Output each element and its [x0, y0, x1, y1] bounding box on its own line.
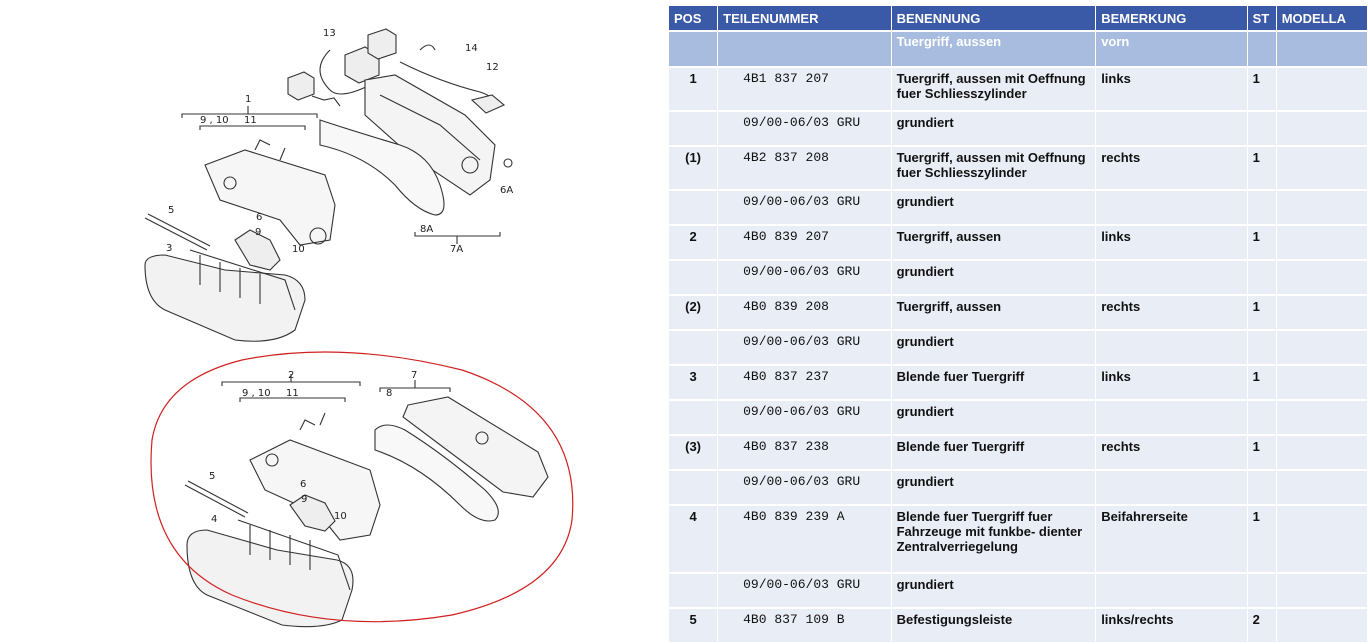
table-row[interactable]	[669, 261, 1367, 294]
cell-pos: (2)	[669, 296, 717, 329]
table-row[interactable]	[669, 366, 1367, 399]
cell-teilenummer: 09/00-06/03 GRU	[718, 401, 890, 434]
cell-pos	[669, 471, 717, 504]
parts-table	[668, 4, 1368, 644]
callout-11-lower: 11	[286, 388, 299, 399]
table-row[interactable]	[669, 471, 1367, 504]
cell-teilenummer: 4B1 837 207	[718, 68, 890, 110]
cell-st: 1	[1248, 147, 1276, 189]
cell-pos: (3)	[669, 436, 717, 469]
cell-modellangaben	[1277, 436, 1367, 469]
cell-st: 1	[1248, 506, 1276, 572]
cell-benennung: Tuergriff, aussen	[892, 226, 1096, 259]
cell-teilenummer: 4B0 839 208	[718, 296, 890, 329]
callout-9-lower: 9	[301, 494, 308, 505]
cell-modellangaben	[1277, 506, 1367, 572]
cell-benennung: Tuergriff, aussen	[892, 296, 1096, 329]
table-row[interactable]	[669, 574, 1367, 607]
exploded-parts-diagram	[0, 0, 668, 640]
callout-11-upper: 11	[244, 115, 257, 126]
header-pos[interactable]: POS	[669, 6, 717, 30]
header-st[interactable]: ST	[1248, 6, 1276, 30]
cell-benennung: grundiert	[892, 261, 1096, 294]
callout-12: 12	[486, 62, 499, 73]
cell-bemerkung: Beifahrerseite	[1096, 506, 1246, 572]
callout-3: 3	[166, 243, 173, 254]
cell-modellangaben	[1277, 261, 1367, 294]
cell-benennung: Blende fuer Tuergriff	[892, 436, 1096, 469]
cell-modellangaben	[1277, 471, 1367, 504]
cell-benennung: Tuergriff, aussen mit Oeffnung fuer Schliesszylinder	[892, 68, 1096, 110]
table-header-row	[669, 6, 1367, 30]
cell-modellangaben	[1277, 112, 1367, 145]
cell-benennung: grundiert	[892, 471, 1096, 504]
cell-pos	[669, 331, 717, 364]
callout-4: 4	[211, 514, 218, 525]
cell-modellangaben	[1277, 191, 1367, 224]
cell-st	[1248, 471, 1276, 504]
cell-pos	[669, 574, 717, 607]
cell-st	[1248, 112, 1276, 145]
cell-bemerkung: links	[1096, 366, 1246, 399]
group-subheader-row	[669, 32, 1367, 66]
callout-6A: 6A	[500, 185, 514, 196]
cell-benennung: Blende fuer Tuergriff	[892, 366, 1096, 399]
cell-modellangaben	[1277, 147, 1367, 189]
callout-9-upper: 9	[255, 227, 262, 238]
cell-bemerkung	[1096, 574, 1246, 607]
callout-14: 14	[465, 43, 478, 54]
cell-bemerkung	[1096, 471, 1246, 504]
cell-bemerkung: links	[1096, 68, 1246, 110]
callout-7: 7	[411, 370, 418, 381]
callout-9-10-upper: 9 , 10	[200, 115, 229, 126]
cell-pos	[669, 191, 717, 224]
cell-st: 1	[1248, 436, 1276, 469]
table-row[interactable]	[669, 506, 1367, 572]
cell-teilenummer: 4B0 837 109 B	[718, 609, 890, 642]
table-row[interactable]	[669, 68, 1367, 110]
cell-benennung: grundiert	[892, 112, 1096, 145]
cell-st: 1	[1248, 68, 1276, 110]
header-bemerkung[interactable]: BEMERKUNG	[1096, 6, 1246, 30]
callout-9-10-lower: 9 , 10	[242, 388, 271, 399]
table-row[interactable]	[669, 436, 1367, 469]
diagram-drawing	[0, 0, 668, 640]
cell-pos: 1	[669, 68, 717, 110]
cell-teilenummer: 09/00-06/03 GRU	[718, 471, 890, 504]
cell-pos: 3	[669, 366, 717, 399]
cell-bemerkung: rechts	[1096, 436, 1246, 469]
cell-st: 1	[1248, 366, 1276, 399]
subheader-pos	[669, 32, 717, 66]
callout-6-lower: 6	[300, 479, 307, 490]
callout-7A: 7A	[450, 244, 464, 255]
table-row[interactable]	[669, 191, 1367, 224]
cell-bemerkung: rechts	[1096, 147, 1246, 189]
callout-1: 1	[245, 94, 252, 105]
cell-pos: 5	[669, 609, 717, 642]
cell-teilenummer: 4B0 839 207	[718, 226, 890, 259]
table-row[interactable]	[669, 296, 1367, 329]
callout-2: 2	[288, 370, 295, 381]
callout-13: 13	[323, 28, 336, 39]
table-row[interactable]	[669, 401, 1367, 434]
callout-10-lower: 10	[334, 511, 347, 522]
cell-st	[1248, 331, 1276, 364]
cell-bemerkung	[1096, 261, 1246, 294]
cell-modellangaben	[1277, 401, 1367, 434]
cell-st: 1	[1248, 226, 1276, 259]
cell-bemerkung	[1096, 191, 1246, 224]
cell-teilenummer: 4B0 839 239 A	[718, 506, 890, 572]
cell-bemerkung	[1096, 112, 1246, 145]
table-row[interactable]	[669, 112, 1367, 145]
header-modellangaben[interactable]: MODELLA	[1277, 6, 1367, 30]
cell-benennung: Befestigungsleiste	[892, 609, 1096, 642]
subheader-bemerkung: vorn	[1096, 32, 1246, 66]
cell-benennung: grundiert	[892, 574, 1096, 607]
cell-st	[1248, 401, 1276, 434]
cell-modellangaben	[1277, 296, 1367, 329]
cell-pos	[669, 261, 717, 294]
cell-pos: (1)	[669, 147, 717, 189]
cell-pos	[669, 112, 717, 145]
callout-5-upper: 5	[168, 205, 175, 216]
callout-8A: 8A	[420, 224, 434, 235]
subheader-st	[1248, 32, 1276, 66]
cell-st: 1	[1248, 296, 1276, 329]
subheader-ml	[1277, 32, 1367, 66]
cell-bemerkung: links	[1096, 226, 1246, 259]
cell-benennung: grundiert	[892, 401, 1096, 434]
cell-st: 2	[1248, 609, 1276, 642]
cell-bemerkung: rechts	[1096, 296, 1246, 329]
subheader-benennung: Tuergriff, aussen	[892, 32, 1096, 66]
cell-pos	[669, 401, 717, 434]
callout-8: 8	[386, 388, 393, 399]
cell-modellangaben	[1277, 226, 1367, 259]
callout-5-lower: 5	[209, 471, 216, 482]
cell-modellangaben	[1277, 366, 1367, 399]
cell-st	[1248, 191, 1276, 224]
cell-teilenummer: 4B2 837 208	[718, 147, 890, 189]
cell-pos: 4	[669, 506, 717, 572]
cell-teilenummer: 09/00-06/03 GRU	[718, 191, 890, 224]
cell-st	[1248, 261, 1276, 294]
cell-benennung: grundiert	[892, 331, 1096, 364]
cell-modellangaben	[1277, 68, 1367, 110]
cell-st	[1248, 574, 1276, 607]
callout-10-upper: 10	[292, 244, 305, 255]
table-row[interactable]	[669, 609, 1367, 642]
cell-benennung: Tuergriff, aussen mit Oeffnung fuer Schliesszylinder	[892, 147, 1096, 189]
callout-6-upper: 6	[256, 212, 263, 223]
cell-modellangaben	[1277, 574, 1367, 607]
cell-teilenummer: 4B0 837 237	[718, 366, 890, 399]
cell-pos: 2	[669, 226, 717, 259]
cell-teilenummer: 09/00-06/03 GRU	[718, 574, 890, 607]
cell-teilenummer: 09/00-06/03 GRU	[718, 331, 890, 364]
cell-teilenummer: 09/00-06/03 GRU	[718, 261, 890, 294]
header-teilenummer[interactable]: TEILENUMMER	[718, 6, 890, 30]
table-row[interactable]	[669, 226, 1367, 259]
cell-teilenummer: 09/00-06/03 GRU	[718, 112, 890, 145]
cell-benennung: Blende fuer Tuergriff fuer Fahrzeuge mit funkbe- dienter Zentralverriegelung	[892, 506, 1096, 572]
table-row[interactable]	[669, 147, 1367, 189]
cell-modellangaben	[1277, 331, 1367, 364]
cell-teilenummer: 4B0 837 238	[718, 436, 890, 469]
cell-modellangaben	[1277, 609, 1367, 642]
header-benennung[interactable]: BENENNUNG	[892, 6, 1096, 30]
cell-bemerkung: links/rechts	[1096, 609, 1246, 642]
cell-bemerkung	[1096, 331, 1246, 364]
cell-benennung: grundiert	[892, 191, 1096, 224]
cell-bemerkung	[1096, 401, 1246, 434]
subheader-num	[718, 32, 890, 66]
table-row[interactable]	[669, 331, 1367, 364]
